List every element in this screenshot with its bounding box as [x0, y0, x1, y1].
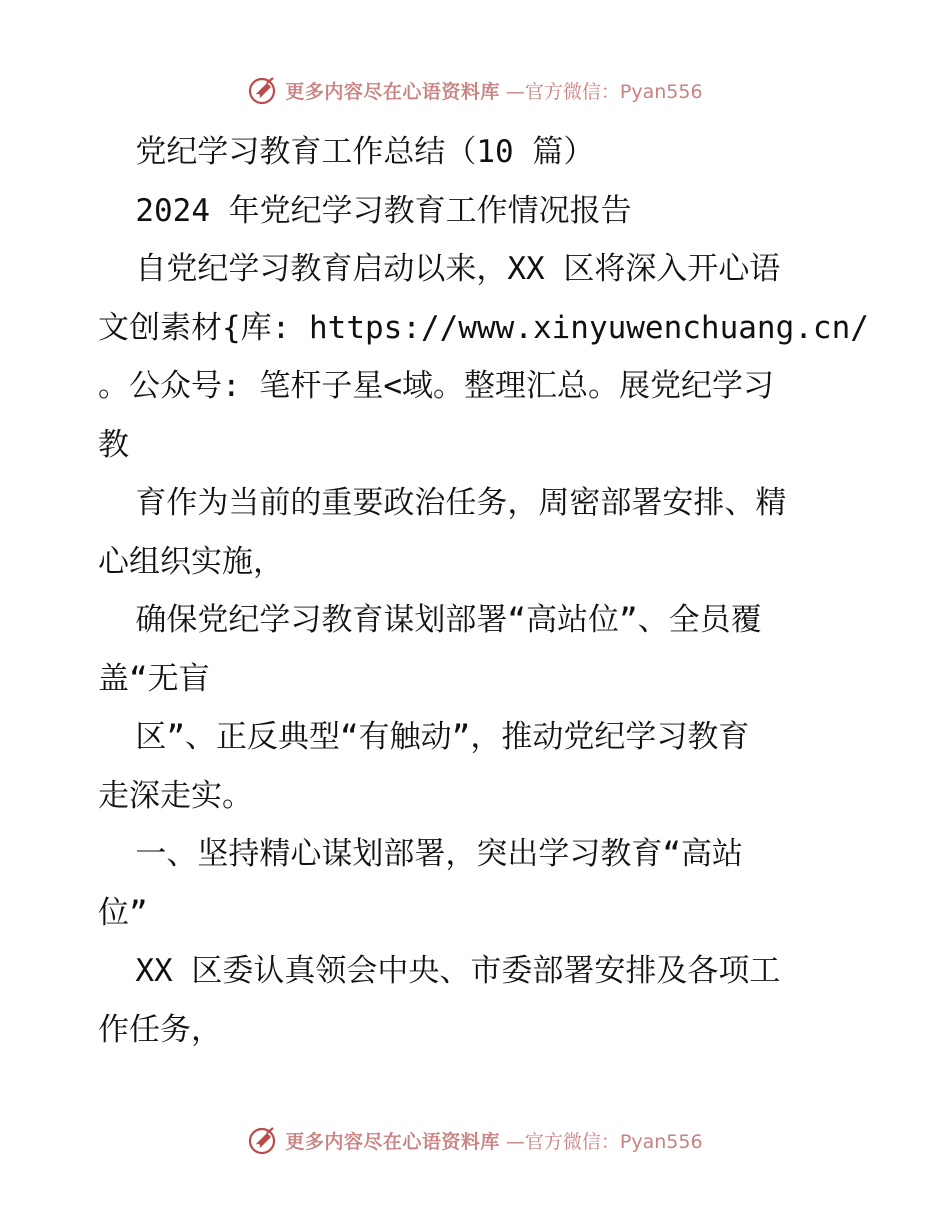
section-heading: 位” [98, 894, 148, 931]
document-body [98, 123, 869, 1059]
watermark-wechat: —官方微信：Pyan556 [505, 80, 703, 103]
paragraph-line: 自党纪学习教育启动以来，XX 区将深入开心语 [98, 251, 781, 287]
header-watermark-inner [247, 74, 702, 106]
watermark-title: 更多内容尽在心语资料库 [285, 1130, 500, 1153]
doc-title: 党纪学习教育工作总结（10 篇） [98, 134, 595, 170]
paragraph-line: 盖“无盲 [98, 660, 210, 697]
section-heading: 一、坚持精心谋划部署，突出学习教育“高站 [98, 836, 743, 872]
watermark-wechat: —官方微信：Pyan556 [505, 1130, 703, 1153]
paragraph-line: 教 [98, 426, 129, 463]
paragraph-line: 心组织实施， [98, 543, 284, 580]
pen-circle-logo-icon [247, 74, 279, 106]
header-watermark [0, 70, 950, 110]
pen-circle-logo-icon [247, 1124, 279, 1156]
doc-subtitle: 2024 年党纪学习教育工作情况报告 [98, 192, 632, 229]
footer-watermark-inner [247, 1124, 702, 1156]
paragraph-line: 文创素材{库: https://www.xinyuwenchuang.cn/ [98, 309, 869, 346]
watermark-title: 更多内容尽在心语资料库 [285, 80, 500, 103]
paragraph-line: XX 区委认真领会中央、市委部署安排及各项工 [98, 953, 781, 989]
footer-watermark [0, 1120, 950, 1160]
paragraph-line: 走深走实。 [98, 777, 253, 814]
paragraph-line: 确保党纪学习教育谋划部署“高站位”、全员覆 [98, 602, 762, 638]
paragraph-line: 作任务， [98, 1011, 222, 1048]
paragraph-line: 。公众号: 笔杆子星<域。整理汇总。展党纪学习 [98, 368, 774, 404]
paragraph-line: 区”、正反典型“有触动”，推动党纪学习教育 [98, 719, 750, 755]
paragraph-line: 育作为当前的重要政治任务，周密部署安排、精 [98, 485, 787, 521]
